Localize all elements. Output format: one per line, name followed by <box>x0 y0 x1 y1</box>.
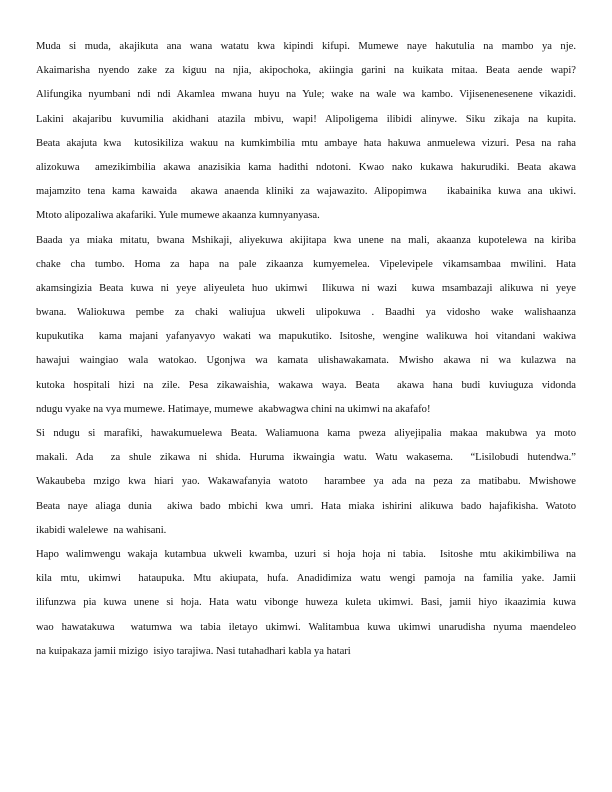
text-line: makali. Ada za shule zikawa ni shida. Huruma ikwaingia watu. Watu wakasema. “Lisilobudi hutendwa.” <box>36 452 576 464</box>
text-line: ikabidi walelewe na wahisani. <box>36 524 167 536</box>
text-line: Hapo walimwengu wakaja kutambua ukweli kwamba, uzuri si hoja hoja ni tabia. Isitoshe mtu akikimbiliwa na <box>36 548 576 560</box>
text-line: Mtoto alipozaliwa akafariki. Yule mumewe akaanza kumnyanyasa. <box>36 210 320 222</box>
text-line: Si ndugu si marafiki, hawakumuelewa Beata. Waliamuona kama pweza aliyejipalia makaa makubwa ya moto <box>36 428 576 439</box>
text-line: majamzito tena kama kawaida akawa anaenda kliniki za wajawazito. Alipopimwa ikabainika kuwa ana ukiwi. <box>36 186 576 198</box>
text-line: Muda si muda, akajikuta ana wana watatu kwa kipindi kifupi. Mumewe naye hakutulia na mambo ya nje. <box>36 41 576 52</box>
text-line: akamsingizia Beata kuwa ni yeye aliyeuleta huo ukimwi Ilikuwa ni wazi kuwa msambazaji alikuwa ni yeye <box>36 282 576 294</box>
text-line: ndugu vyake na vya mumewe. Hatimaye, mumewe akabwagwa chini na ukimwi na akafafo! <box>36 403 431 415</box>
text-line: bwana. Waliokuwa pembe za chaki waliujua ukweli ulipokuwa . Baadhi ya vidosho wake walishaanza <box>36 307 576 319</box>
text-line: Lakini akajaribu kuvumilia akidhani atazila mbivu, wapi! Alipoligema ilibidi alinywe. Siku zikaja na kupita. <box>36 113 576 125</box>
text-line: hawajui waingiao wala watokao. Ugonjwa wa kamata ulishawakamata. Mwisho akawa ni wa kulazwa na <box>36 355 576 367</box>
paragraph <box>36 35 576 229</box>
text-line: wao hawatakuwa watumwa wa tabia iletayo ukimwi. Walitambua kuwa ukimwi unarudisha nyuma maendeleo <box>36 621 576 633</box>
text-line: Baada ya miaka mitatu, bwana Mshikaji, aliyekuwa akijitapa kwa unene na mali, akaanza kupotelewa na kiriba <box>36 234 576 246</box>
paragraph <box>36 422 576 543</box>
document-body <box>36 35 576 664</box>
text-line: ilifunzwa pia kuwa unene si hoja. Hata watu vibonge huweza kuleta ukimwi. Basi, jamii hiyo ikaazimia kuwa <box>36 597 576 609</box>
text-line: Alifungika nyumbani ndi ndi Akamlea mwana huyu na Yule; wake na wale wa kambo. Vijisenenesenene vikazidi. <box>36 89 576 101</box>
text-line: Beata akajuta kwa kutosikiliza wakuu na kumkimbilia mtu ambaye hata hakuwa anmuelewa vizuri. Pesa na raha <box>36 137 576 149</box>
paragraph <box>36 543 576 664</box>
text-line: kutoka hospitali hizi na zile. Pesa zikawaishia, wakawa waya. Beata akawa hana budi kuviuguza vidonda <box>36 379 576 391</box>
paragraph <box>36 229 576 423</box>
text-line: kupukutika kama majani yafanyavyo wakati wa mapukutiko. Isitoshe, wengine walikuwa hoi vitandani wakiwa <box>36 331 576 343</box>
text-line: alizokuwa amezikimbilia akawa anazisikia kama hadithi ndotoni. Kwao nako kukawa hakurudiki. Beata akawa <box>36 161 576 173</box>
text-line: na kuipakaza jamii mizigo isiyo tarajiwa. Nasi tutahadhari kabla ya hatari <box>36 645 351 657</box>
text-line: chake cha tumbo. Homa za hapa na pale zikaanza kumyemelea. Vipelevipele vikamsambaa mwilini. Hata <box>36 258 576 270</box>
text-line: kila mtu, ukimwi hataupuka. Mtu akiupata, hufa. Anadidimiza watu wengi pamoja na familia yake. Jamii <box>36 573 576 585</box>
text-line: Wakaubeba mzigo kwa hiari yao. Wakawafanyia watoto harambee ya ada na peza za matibabu. Mwishowe <box>36 476 576 488</box>
text-line: Beata naye aliaga dunia akiwa bado mbichi kwa umri. Hata miaka ishirini alikuwa bado hajafikisha. Watoto <box>36 500 576 512</box>
text-line: Akaimarisha nyendo zake za kiguu na njia, akipochoka, akiingia garini na kuikata mitaa. Beata aende wapi? <box>36 65 576 77</box>
